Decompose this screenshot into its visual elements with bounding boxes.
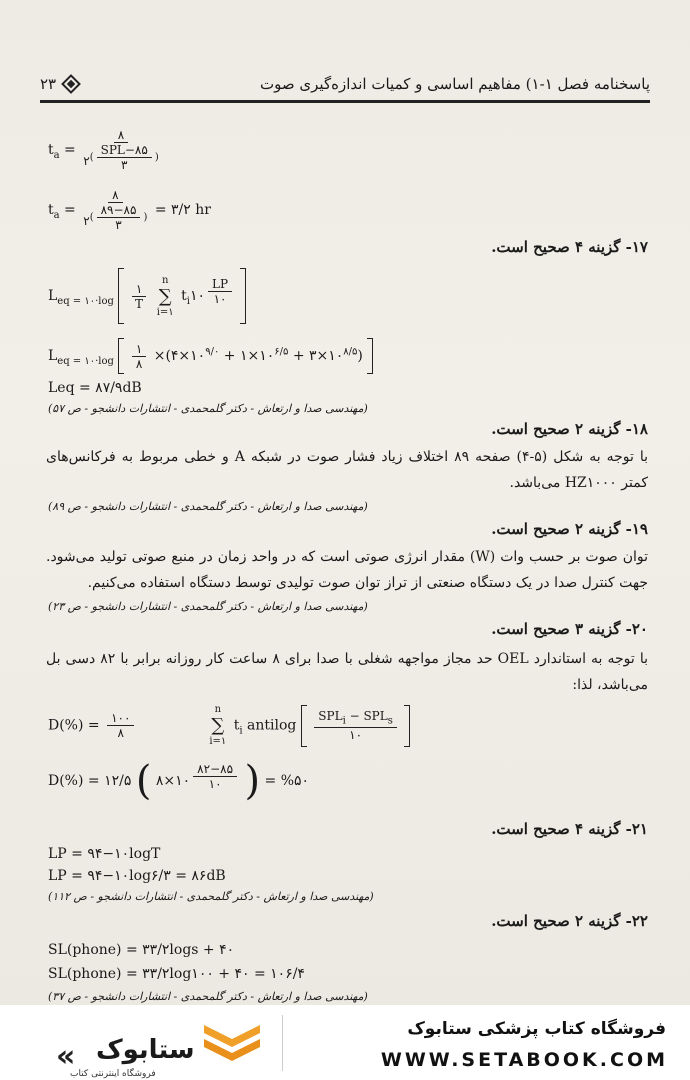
q19-source: (مهندسی صدا و ارتعاش - دکتر گلمحمدی - انتشارات دانشجو - ص ۲۳) [48,600,368,613]
q16-eq1: $t_a$ = ۸ $۲^{( \frac{\text{SPL−۸۵}}{۳} )}$ [48,128,159,172]
q20-d-substituted: D(%) = ۱۲/۵ ( ۸×۱۰ $^{\frac{۸۲-۸۵}{۱۰}}$ ) = %۵۰ [48,758,310,804]
q19-answer: ۱۹- گزینه ۲ صحیح است. [491,520,648,538]
book-stack-icon [200,1019,264,1069]
q22-sl2: SL(phone) = ۳۳/۲log۱۰۰ + ۴۰ = ۱۰۶/۴ [48,966,305,982]
q21-lp2: LP = ۹۴−۱۰log۶/۳ = ۸۶dB [48,868,226,884]
q21-source: (مهندسی صدا و ارتعاش - دکتر گلمحمدی - انتشارات دانشجو - ص ۱۱۲) [48,890,374,903]
q18-source: (مهندسی صدا و ارتعاش - دکتر گلمحمدی - انتشارات دانشجو - ص ۸۹) [48,500,368,513]
store-footer [0,1005,690,1080]
q19-body: توان صوت بر حسب وات (W) مقدار انرژی صوتی است که در واحد زمان در منبع صوتی تولید می‌شود. جهت کنترل صدا در یک دستگاه صنعتی از تراز توان صوت تولیدی توسط دستگاه استفاده می‌کنیم. [46,549,648,591]
page-header [40,70,650,98]
header-rule [40,100,650,103]
header-title: پاسخنامه فصل ۱-۱) مفاهیم اساسی و کمیات اندازه‌گیری صوت [260,75,650,93]
page-number-group [40,75,78,93]
q16-eq2-fraction: ۸ $۲^{( \frac{۸۹-۸۵}{۳} )}$ [83,188,148,232]
q17-answer: ۱۷- گزینه ۴ صحیح است. [491,238,648,256]
q20-d-formula: D(%) = $\frac{۱۰۰}{۸}$ n ∑ i=۱ $t_i$ antilog $\frac{SPL_i - SPL_s}{۱۰}$ [48,704,410,747]
q17-leq-substituted: $L_{eq = ۱۰\cdot log}$ $\frac{۱}{۸}$ $\times(۴\times ۱۰^{۹/۰}$ + $۱\times ۱۰^{۶/۵}$ + $۳\times ۱۰^{۸/۵}$) [48,338,373,374]
q20-answer: ۲۰- گزینه ۳ صحیح است. [491,620,648,638]
q18-answer: ۱۸- گزینه ۲ صحیح است. [491,420,648,438]
q16-eq2: $t_a$ = ۸ $۲^{( \frac{۸۹-۸۵}{۳} )}$ = ۳/۲ hr [48,188,211,232]
footer-divider [282,1015,283,1071]
double-chevron-icon: « [56,1039,76,1074]
page-number: ۲۳ [40,75,57,93]
q21-answer: ۲۱- گزینه ۴ صحیح است. [491,820,648,838]
q17-source: (مهندسی صدا و ارتعاش - دکتر گلمحمدی - انتشارات دانشجو - ص ۵۷) [48,402,368,415]
q22-sl1: SL(phone) = ۳۳/۲logs + ۴۰ [48,942,235,958]
q16-eq1-fraction: ۸ $۲^{( \frac{\text{SPL−۸۵}}{۳} )}$ [83,128,159,172]
q22-answer: ۲۲- گزینه ۲ صحیح است. [491,912,648,930]
shop-url-link[interactable]: WWW.SETABOOK.COM [380,1049,668,1071]
q17-leq-formula: $L_{eq = ۱۰\cdot log}$ $\frac{۱}{T}$ n ∑ i=۱ $t_i۱۰$ $^{\frac{LP}{۱۰}}$ [48,268,246,324]
q20-body: با توجه به استاندارد OEL حد مجاز مواجهه شغلی با صدا برای ۸ ساعت کار روزانه برابر با ۸۲ دسی بل می‌باشد، لذا: [46,651,648,693]
q18-body: با توجه به شکل (۵-۴) صفحه ۸۹ اختلاف زیاد فشار صوت در شبکه A و خطی مربوط به فرکانس‌های کمتر HZ۱۰۰۰ می‌باشد. [46,449,648,491]
setabook-logo[interactable]: « ستابوک فروشگاه اینترنتی کتاب [56,1035,195,1079]
sigma-icon: ∑ [211,715,225,736]
q17-result: Leq = ۸۷/۹dB [48,380,142,396]
sigma-icon: ∑ [158,285,172,307]
q22-source: (مهندسی صدا و ارتعاش - دکتر گلمحمدی - انتشارات دانشجو - ص ۳۷) [48,990,368,1003]
shop-name: فروشگاه کتاب پزشکی ستابوک [407,1019,666,1039]
diamond-icon [61,74,81,94]
q21-lp1: LP = ۹۴−۱۰logT [48,846,161,862]
